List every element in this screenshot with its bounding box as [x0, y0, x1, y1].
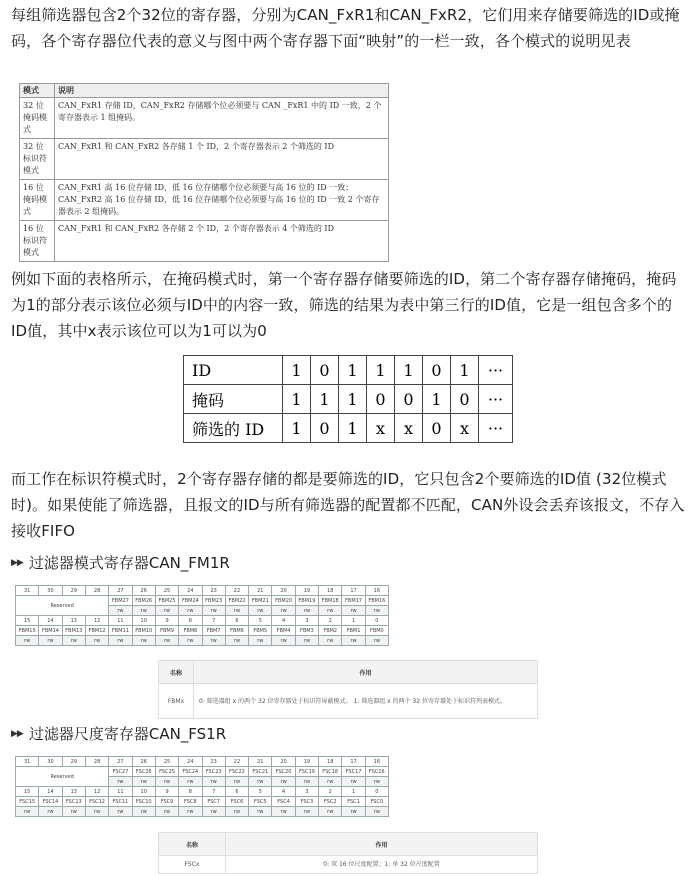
bit-number-cell: 0 [365, 787, 388, 797]
description-cell: CAN_FxR1 和 CAN_FxR2 各存储 2 个 ID，2 个寄存器表示 4 个筛选的 ID [55, 221, 389, 262]
table-row [16, 797, 389, 807]
table-row [184, 356, 513, 385]
bit-number-cell: 17 [342, 586, 365, 596]
identifier-mode-paragraph: 而工作在标识符模式时，2个寄存器存储的都是要筛选的ID，它只包含2个要筛选的ID值 (32位模式时)。如果使能了筛选器，且报文的ID与所有筛选器的配置都不匹配，CAN外设会丢弃该报文，不存入接收FIFO [11, 470, 685, 540]
access-cell: rw [39, 636, 62, 646]
row-label-cell: 筛选的 ID [184, 414, 283, 443]
bit-number-cell: 10 [132, 616, 155, 626]
bit-cell: 0 [367, 385, 395, 414]
table-row [16, 586, 389, 596]
mode-header: 模式 [20, 84, 55, 98]
bit-number-cell: 26 [132, 586, 155, 596]
ellipsis-cell: ··· [479, 356, 513, 385]
bit-field-cell: FSC7 [202, 797, 225, 807]
name-header: 名称 [159, 833, 226, 856]
bit-number-cell: 7 [202, 616, 225, 626]
function-header: 作用 [194, 661, 538, 684]
bit-field-cell: FBM5 [249, 626, 272, 636]
access-cell: rw [202, 777, 225, 787]
bit-number-cell: 18 [319, 757, 342, 767]
fs1r-heading-text: 过滤器尺度寄存器CAN_FS1R [28, 725, 227, 743]
bit-field-cell: FSC12 [85, 797, 108, 807]
bit-number-cell: 30 [39, 586, 62, 596]
bit-field-cell: FSC0 [365, 797, 388, 807]
access-cell: rw [365, 606, 388, 616]
access-cell: rw [179, 636, 202, 646]
access-cell: rw [62, 807, 85, 817]
bit-number-cell: 11 [109, 787, 132, 797]
access-cell: rw [319, 807, 342, 817]
bit-number-cell: 23 [202, 757, 225, 767]
table-row [16, 636, 389, 646]
bit-number-cell: 11 [109, 616, 132, 626]
field-name-cell: FBMx [159, 684, 194, 719]
bit-field-cell: FBM25 [155, 596, 178, 606]
bit-field-cell: FBM14 [39, 626, 62, 636]
table-row [184, 385, 513, 414]
table-row [20, 221, 389, 262]
bit-field-cell: FSC24 [179, 767, 202, 777]
table-row [184, 414, 513, 443]
bit-number-cell: 5 [249, 616, 272, 626]
bit-number-cell: 12 [85, 616, 108, 626]
access-cell: rw [155, 807, 178, 817]
bit-field-cell: FSC27 [109, 767, 132, 777]
access-cell: rw [225, 606, 248, 616]
mode-cell: 16 位标识符模式 [20, 221, 55, 262]
bit-number-cell: 4 [272, 616, 295, 626]
access-cell: rw [365, 807, 388, 817]
bit-cell: 1 [283, 356, 311, 385]
bit-field-cell: FBM8 [179, 626, 202, 636]
bit-field-cell: FSC1 [342, 797, 365, 807]
access-cell: rw [132, 807, 155, 817]
access-cell: rw [85, 807, 108, 817]
access-cell: rw [295, 636, 318, 646]
bit-field-cell: FBM6 [225, 626, 248, 636]
fm1r-register-table [15, 585, 389, 646]
access-cell: rw [342, 636, 365, 646]
description-cell: CAN_FxR1 存储 ID，CAN_FxR2 存储哪个位必须要与 CAN _FxR1 中的 ID 一致，2 个寄存器表示 1 组掩码。 [55, 98, 389, 139]
bit-cell: 1 [395, 356, 423, 385]
access-cell: rw [155, 606, 178, 616]
access-cell: rw [16, 807, 39, 817]
bit-field-cell: FSC11 [109, 797, 132, 807]
bit-number-cell: 9 [155, 787, 178, 797]
intro-paragraph: 每组筛选器包含2个32位的寄存器，分别为CAN_FxR1和CAN_FxR2，它们用来存储要筛选的ID或掩码，各个寄存器位代表的意义与图中两个寄存器下面“映射”的一栏一致，各个模式的说明见表 [11, 6, 680, 50]
bit-field-cell: FSC4 [272, 797, 295, 807]
bit-field-cell: FBM24 [179, 596, 202, 606]
bit-number-cell: 10 [132, 787, 155, 797]
bit-number-cell: 30 [39, 757, 62, 767]
mode-cell: 32 位标识符模式 [20, 139, 55, 180]
bit-field-cell: FBM2 [319, 626, 342, 636]
access-cell: rw [85, 636, 108, 646]
bit-field-cell: FBM3 [295, 626, 318, 636]
bit-number-cell: 1 [342, 616, 365, 626]
bit-number-cell: 18 [319, 586, 342, 596]
bit-number-cell: 31 [16, 586, 39, 596]
bit-number-cell: 19 [295, 586, 318, 596]
table-row [20, 139, 389, 180]
bit-number-cell: 28 [85, 586, 108, 596]
bit-number-cell: 15 [16, 616, 39, 626]
access-cell: rw [272, 777, 295, 787]
function-header: 作用 [226, 833, 538, 856]
access-cell: rw [202, 606, 225, 616]
bit-number-cell: 27 [109, 586, 132, 596]
table-row [16, 807, 389, 817]
bit-number-cell: 20 [272, 586, 295, 596]
bit-number-cell: 3 [295, 616, 318, 626]
bit-field-cell: FSC23 [202, 767, 225, 777]
access-cell: rw [295, 606, 318, 616]
table-row [159, 856, 538, 874]
access-cell: rw [342, 606, 365, 616]
access-cell: rw [202, 636, 225, 646]
mode-cell: 16 位掩码模式 [20, 180, 55, 221]
access-cell: rw [319, 777, 342, 787]
bit-field-cell: FSC14 [39, 797, 62, 807]
ellipsis-cell: ··· [479, 385, 513, 414]
bit-field-cell: FSC10 [132, 797, 155, 807]
access-cell: rw [225, 777, 248, 787]
access-cell: rw [16, 636, 39, 646]
bit-field-cell: FBM7 [202, 626, 225, 636]
bit-field-cell: FBM27 [109, 596, 132, 606]
bit-number-cell: 25 [155, 586, 178, 596]
bit-field-cell: FSC13 [62, 797, 85, 807]
access-cell: rw [319, 606, 342, 616]
bit-number-cell: 13 [62, 616, 85, 626]
bit-field-cell: FSC8 [179, 797, 202, 807]
field-description-cell: 0: 双 16 位尺度配置；1: 单 32 位尺度配置 [323, 861, 440, 868]
access-cell: rw [249, 606, 272, 616]
bit-number-cell: 24 [179, 757, 202, 767]
row-label-cell: 掩码 [184, 385, 283, 414]
bit-field-cell: FBM12 [85, 626, 108, 636]
bit-number-cell: 1 [342, 787, 365, 797]
access-cell: rw [342, 777, 365, 787]
bit-field-cell: FSC18 [319, 767, 342, 777]
table-row [20, 98, 389, 139]
bit-cell: x [451, 414, 479, 443]
bit-field-cell: FSC21 [249, 767, 272, 777]
bit-cell: 0 [395, 385, 423, 414]
table-row [16, 757, 389, 767]
bit-number-cell: 14 [39, 616, 62, 626]
bit-field-cell: FBM26 [132, 596, 155, 606]
access-cell: rw [365, 636, 388, 646]
bit-number-cell: 24 [179, 586, 202, 596]
fs1r-description-table [158, 832, 538, 874]
access-cell: rw [109, 606, 132, 616]
bit-field-cell: FBM10 [132, 626, 155, 636]
bit-number-cell: 17 [342, 757, 365, 767]
field-description-cell: 0: 筛选器组 x 的两个 32 位寄存器处于标识符屏蔽模式。 1: 筛选器组 x 的两个 32 位寄存器处于标识符列表模式。 [199, 697, 507, 705]
description-cell: CAN_FxR1 高 16 位存储 ID，低 16 位存储哪个位必须要与高 16 位的 ID 一致；CAN_FxR2 高 16 位存储 ID，低 16 位存储哪个位必须要与高 16 位的 ID 一致 2 个寄存器表示 2 组掩码。 [55, 180, 389, 221]
bit-field-cell: FSC26 [132, 767, 155, 777]
id-mask-table [183, 355, 513, 443]
bit-number-cell: 26 [132, 757, 155, 767]
bit-cell: x [367, 414, 395, 443]
bit-number-cell: 0 [365, 616, 388, 626]
bit-number-cell: 20 [272, 757, 295, 767]
example-paragraph: 例如下面的表格所示，在掩码模式时，第一个寄存器存储要筛选的ID，第二个寄存器存储掩码，掩码为1的部分表示该位必须与ID中的内容一致，筛选的结果为表中第三行的ID值，它是一组包含多个的ID值，其中x表示该位可以为1可以为0 [11, 270, 677, 340]
bit-number-cell: 29 [62, 757, 85, 767]
reserved-cell: Reserved [16, 596, 109, 616]
bit-field-cell: FSC19 [295, 767, 318, 777]
fm1r-heading-text: 过滤器模式寄存器CAN_FM1R [28, 554, 230, 572]
access-cell: rw [179, 807, 202, 817]
description-header: 说明 [55, 84, 389, 98]
bit-field-cell: FBM11 [109, 626, 132, 636]
access-cell: rw [109, 807, 132, 817]
bit-field-cell: FBM4 [272, 626, 295, 636]
bit-cell: 1 [311, 385, 339, 414]
bit-number-cell: 23 [202, 586, 225, 596]
bit-field-cell: FSC3 [295, 797, 318, 807]
bit-cell: 0 [423, 356, 451, 385]
access-cell: rw [132, 606, 155, 616]
access-cell: rw [295, 777, 318, 787]
access-cell: rw [249, 777, 272, 787]
access-cell: rw [249, 636, 272, 646]
double-arrow-icon: ▶▶ [11, 558, 23, 568]
bit-number-cell: 16 [365, 586, 388, 596]
fm1r-heading [11, 553, 230, 573]
bit-field-cell: FBM19 [295, 596, 318, 606]
bit-cell: 1 [451, 356, 479, 385]
bit-field-cell: FBM0 [365, 626, 388, 636]
bit-number-cell: 8 [179, 787, 202, 797]
access-cell: rw [179, 606, 202, 616]
bit-number-cell: 25 [155, 757, 178, 767]
bit-cell: x [395, 414, 423, 443]
access-cell: rw [272, 807, 295, 817]
field-name-cell: FSCx [159, 856, 226, 874]
bit-field-cell: FBM22 [225, 596, 248, 606]
access-cell: rw [132, 636, 155, 646]
access-cell: rw [225, 636, 248, 646]
bit-field-cell: FBM20 [272, 596, 295, 606]
bit-field-cell: FBM1 [342, 626, 365, 636]
mode-cell: 32 位掩码模式 [20, 98, 55, 139]
bit-cell: 1 [423, 385, 451, 414]
bit-field-cell: FSC15 [16, 797, 39, 807]
bit-number-cell: 12 [85, 787, 108, 797]
row-label-cell: ID [184, 356, 283, 385]
bit-number-cell: 2 [319, 787, 342, 797]
access-cell: rw [342, 807, 365, 817]
bit-field-cell: FSC17 [342, 767, 365, 777]
double-arrow-icon: ▶▶ [11, 729, 23, 739]
bit-field-cell: FSC6 [225, 797, 248, 807]
access-cell: rw [249, 807, 272, 817]
fm1r-description-table [158, 660, 538, 719]
bit-number-cell: 9 [155, 616, 178, 626]
bit-number-cell: 22 [225, 586, 248, 596]
access-cell: rw [155, 636, 178, 646]
bit-number-cell: 6 [225, 616, 248, 626]
bit-number-cell: 21 [249, 757, 272, 767]
bit-cell: 1 [283, 385, 311, 414]
access-cell: rw [109, 636, 132, 646]
table-row [16, 626, 389, 636]
bit-number-cell: 13 [62, 787, 85, 797]
bit-number-cell: 28 [85, 757, 108, 767]
bit-number-cell: 14 [39, 787, 62, 797]
access-cell: rw [39, 807, 62, 817]
table-row [16, 787, 389, 797]
bit-cell: 1 [367, 356, 395, 385]
bit-cell: 0 [311, 414, 339, 443]
bit-number-cell: 22 [225, 757, 248, 767]
fs1r-heading [11, 724, 226, 744]
table-row [16, 596, 389, 606]
bit-number-cell: 8 [179, 616, 202, 626]
access-cell: rw [62, 636, 85, 646]
access-cell: rw [202, 807, 225, 817]
table-row [16, 767, 389, 777]
access-cell: rw [225, 807, 248, 817]
bit-field-cell: FBM15 [16, 626, 39, 636]
bit-number-cell: 16 [365, 757, 388, 767]
access-cell: rw [272, 606, 295, 616]
bit-cell: 1 [339, 414, 367, 443]
bit-field-cell: FSC16 [365, 767, 388, 777]
bit-field-cell: FBM17 [342, 596, 365, 606]
bit-number-cell: 6 [225, 787, 248, 797]
bit-cell: 1 [283, 414, 311, 443]
description-cell: CAN_FxR1 和 CAN_FxR2 各存储 1 个 ID，2 个寄存器表示 2 个筛选的 ID [55, 139, 389, 180]
bit-field-cell: FBM21 [249, 596, 272, 606]
bit-cell: 1 [339, 385, 367, 414]
table-row [16, 616, 389, 626]
ellipsis-cell: ··· [479, 414, 513, 443]
bit-number-cell: 3 [295, 787, 318, 797]
bit-field-cell: FSC9 [155, 797, 178, 807]
name-header: 名称 [159, 661, 194, 684]
bit-field-cell: FSC5 [249, 797, 272, 807]
access-cell: rw [179, 777, 202, 787]
bit-cell: 1 [339, 356, 367, 385]
bit-number-cell: 21 [249, 586, 272, 596]
bit-number-cell: 15 [16, 787, 39, 797]
bit-number-cell: 19 [295, 757, 318, 767]
bit-number-cell: 4 [272, 787, 295, 797]
access-cell: rw [109, 777, 132, 787]
access-cell: rw [272, 636, 295, 646]
bit-field-cell: FSC25 [155, 767, 178, 777]
bit-field-cell: FSC22 [225, 767, 248, 777]
fs1r-register-table [15, 756, 389, 817]
bit-cell: 0 [451, 385, 479, 414]
bit-number-cell: 31 [16, 757, 39, 767]
bit-field-cell: FBM13 [62, 626, 85, 636]
access-cell: rw [295, 807, 318, 817]
bit-field-cell: FBM23 [202, 596, 225, 606]
bit-number-cell: 27 [109, 757, 132, 767]
bit-number-cell: 5 [249, 787, 272, 797]
bit-number-cell: 7 [202, 787, 225, 797]
bit-cell: 0 [423, 414, 451, 443]
access-cell: rw [155, 777, 178, 787]
bit-number-cell: 29 [62, 586, 85, 596]
mode-description-table [19, 83, 389, 262]
access-cell: rw [365, 777, 388, 787]
table-row [159, 684, 538, 719]
bit-cell: 0 [311, 356, 339, 385]
access-cell: rw [319, 636, 342, 646]
bit-field-cell: FBM18 [319, 596, 342, 606]
bit-number-cell: 2 [319, 616, 342, 626]
table-row [20, 180, 389, 221]
access-cell: rw [132, 777, 155, 787]
bit-field-cell: FBM16 [365, 596, 388, 606]
bit-field-cell: FSC20 [272, 767, 295, 777]
bit-field-cell: FBM9 [155, 626, 178, 636]
reserved-cell: Reserved [16, 767, 109, 787]
bit-field-cell: FSC2 [319, 797, 342, 807]
